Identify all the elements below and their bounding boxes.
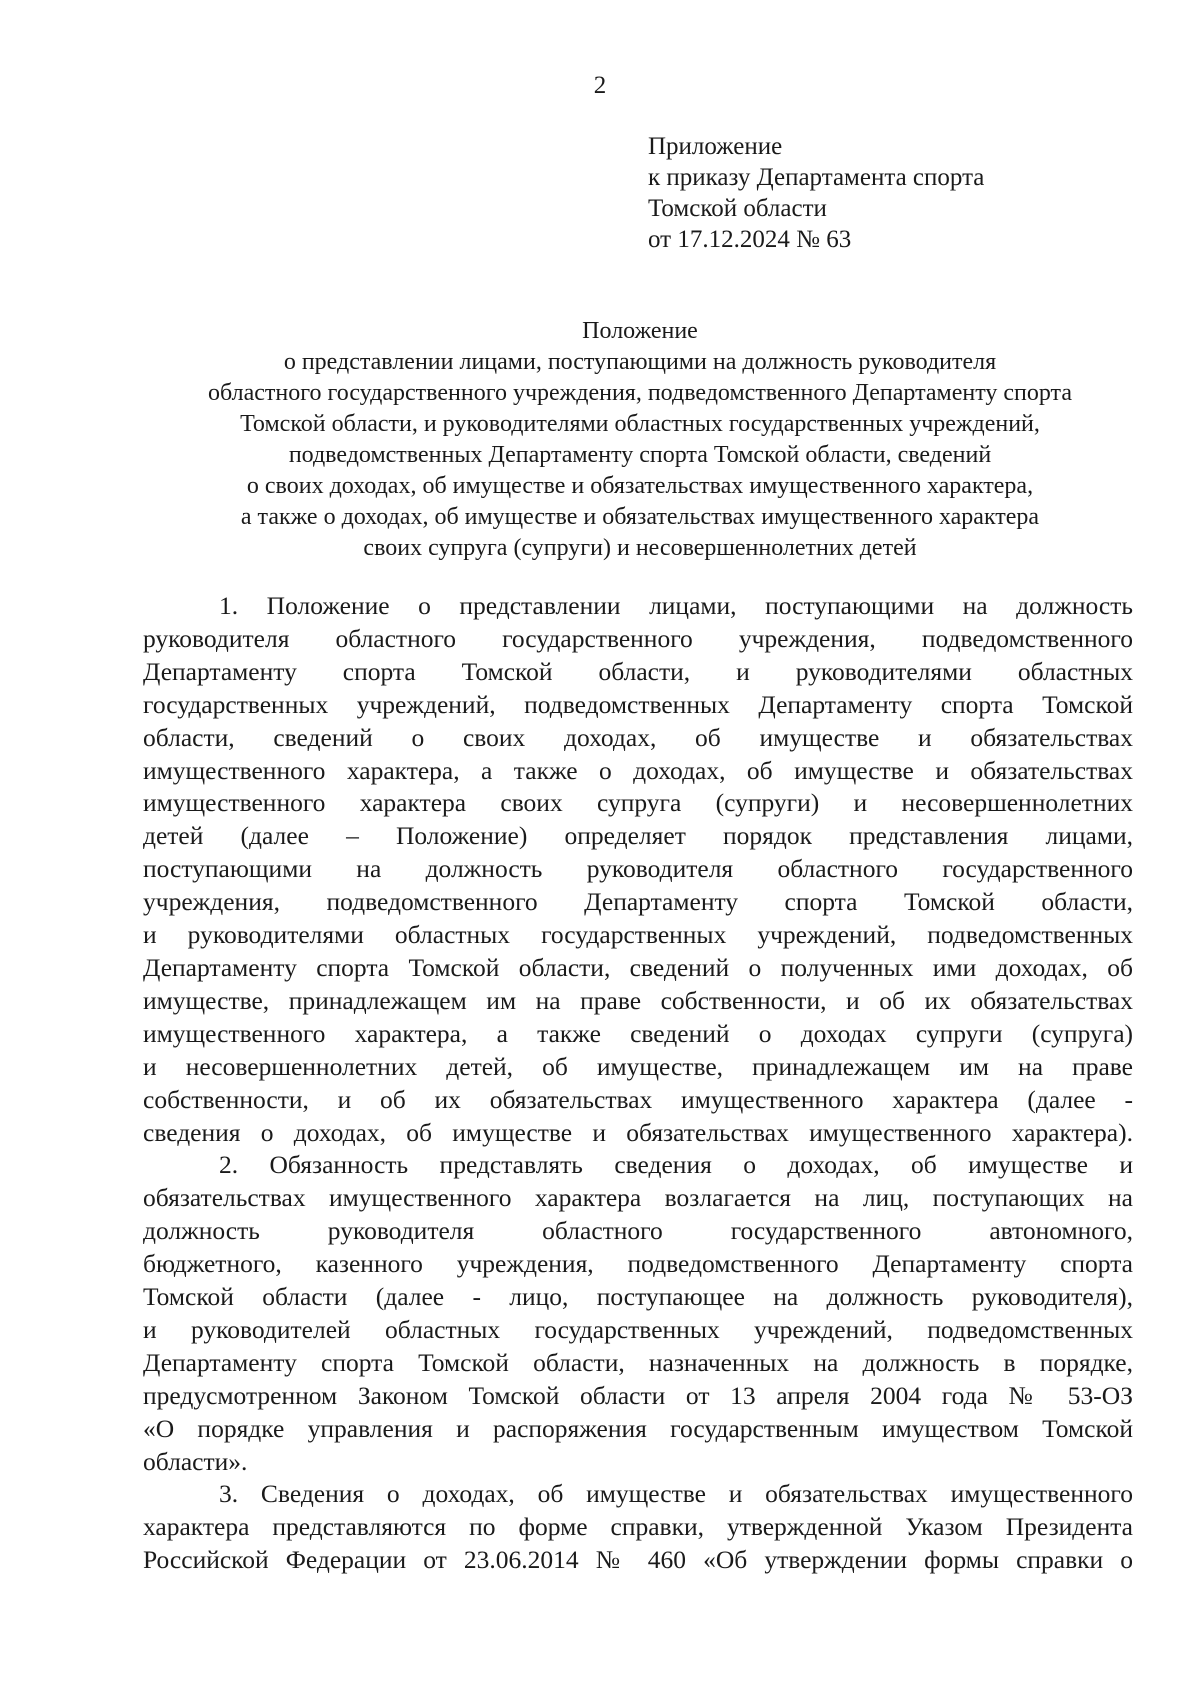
text-line: Томской области (далее - лицо, поступающее на должность руководителя), xyxy=(143,1282,1133,1312)
text-line: Департаменту спорта Томской области, сведений о полученных ими доходах, об xyxy=(143,952,1133,982)
title-line: о своих доходах, об имуществе и обязательствах имущественного характера, xyxy=(246,473,1034,499)
text-line: и руководителей областных государственных учреждений, подведомственных xyxy=(143,1314,1133,1344)
text-line: обязательствах имущественного характера возлагается на лиц, поступающих на xyxy=(143,1183,1133,1213)
text-line: и несовершеннолетних детей, об имуществе, принадлежащем им на праве xyxy=(143,1051,1133,1081)
text-line: руководителя областного государственного учреждения, подведомственного xyxy=(143,623,1133,653)
text-line: сведения о доходах, об имуществе и обязательствах имущественного характера). xyxy=(143,1117,1133,1147)
text-line: Департаменту спорта Томской области, назначенных на должность в порядке, xyxy=(143,1347,1133,1377)
paragraph-2 xyxy=(143,1149,1133,1478)
paragraph-1 xyxy=(143,590,1133,1149)
text-line: собственности, и об их обязательствах имущественного характера (далее - xyxy=(143,1084,1133,1114)
text-line: области, сведений о своих доходах, об имуществе и обязательствах xyxy=(143,722,1133,752)
text-line: Департаменту спорта Томской области, и руководителями областных xyxy=(143,656,1133,686)
text-line: бюджетного, казенного учреждения, подведомственного Департаменту спорта xyxy=(143,1249,1133,1279)
document-title xyxy=(140,316,1140,564)
title-line: а также о доходах, об имуществе и обязательствах имущественного характера xyxy=(240,504,1040,530)
text-line: предусмотренном Законом Томской области от 13 апреля 2004 года № 53-ОЗ xyxy=(143,1380,1133,1410)
appendix-line: к приказу Департамента спорта xyxy=(648,164,985,191)
text-line: детей (далее – Положение) определяет порядок представления лицами, xyxy=(143,821,1133,851)
appendix-line: от 17.12.2024 № 63 xyxy=(648,226,852,253)
text-line: имущественного характера своих супруга (супруги) и несовершеннолетних xyxy=(143,788,1133,818)
text-line: и руководителями областных государственных учреждений, подведомственных xyxy=(143,920,1133,950)
paragraph-3 xyxy=(143,1478,1133,1577)
appendix-line: Томской области xyxy=(648,195,827,222)
text-line: поступающими на должность руководителя областного государственного xyxy=(143,854,1133,884)
appendix-block xyxy=(648,131,1168,255)
text-line: имущественного характера, а также сведений о доходах супруги (супруга) xyxy=(143,1018,1133,1048)
title-line: подведомственных Департаменту спорта Томской области, сведений xyxy=(288,442,992,468)
text-line: имуществе, принадлежащем им на праве собственности, и об их обязательствах xyxy=(143,985,1133,1015)
page-number: 2 xyxy=(593,72,607,99)
title-line: Томской области, и руководителями областных государственных учреждений, xyxy=(240,411,1040,437)
text-line: «О порядке управления и распоряжения государственным имуществом Томской xyxy=(143,1413,1133,1443)
text-line: должность руководителя областного государственного автономного, xyxy=(143,1216,1133,1246)
text-line: характера представляются по форме справки, утвержденной Указом Президента xyxy=(143,1512,1133,1542)
text-line: области». xyxy=(143,1446,248,1476)
text-line: 3. Сведения о доходах, об имуществе и обязательствах имущественного xyxy=(219,1479,1133,1509)
appendix-line: Приложение xyxy=(648,133,783,160)
text-line: 2. Обязанность представлять сведения о доходах, об имуществе и xyxy=(219,1150,1133,1180)
title-line: областного государственного учреждения, подведомственного Департаменту спорта xyxy=(208,380,1072,406)
text-line: государственных учреждений, подведомственных Департаменту спорта Томской xyxy=(143,689,1133,719)
title-line: о представлении лицами, поступающими на должность руководителя xyxy=(283,349,997,375)
text-line: имущественного характера, а также о доходах, об имуществе и обязательствах xyxy=(143,755,1133,785)
document-body xyxy=(143,590,1133,1577)
title-line: своих супруга (супруги) и несовершеннолетних детей xyxy=(363,535,917,561)
title-heading: Положение xyxy=(582,318,698,344)
text-line: Российской Федерации от 23.06.2014 № 460 «Об утверждении формы справки о xyxy=(143,1545,1133,1575)
text-line: 1. Положение о представлении лицами, поступающими на должность xyxy=(219,591,1133,620)
text-line: учреждения, подведомственного Департаменту спорта Томской области, xyxy=(143,887,1133,917)
